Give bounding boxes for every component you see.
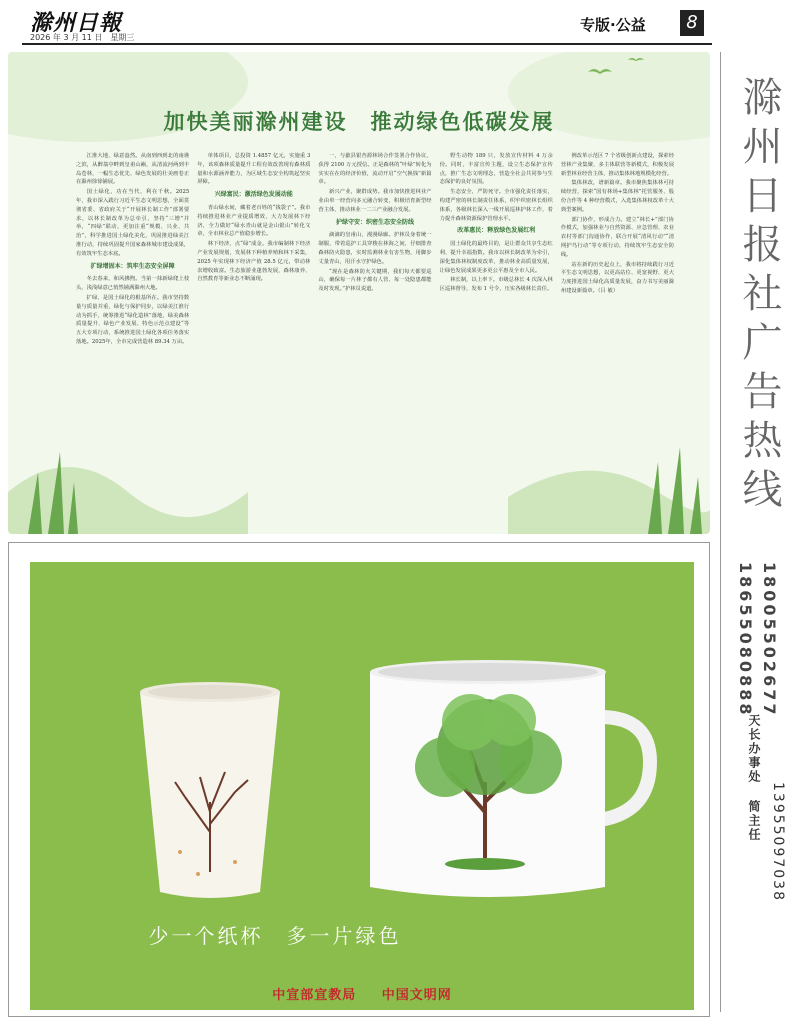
article-column bbox=[197, 152, 310, 532]
public-service-ad bbox=[30, 562, 694, 1010]
paragraph: 江淮大地，绿意盎然。从南到西到北的南谯之滨，从醉翁亭畔到皇甫山巅，从清流河两到丰岛苍林，一幅生态优先、绿色发展的壮美画卷正在滁州徐徐铺展。 bbox=[76, 153, 190, 186]
article-column bbox=[561, 152, 674, 532]
contact-label: 天长办事处 简主任 bbox=[747, 714, 761, 842]
paragraph: 部门协作，形成合力。建立“林长+”部门协作模式，加强林业与自然资源、应急管理、农业农村等部门沟通协作，联合开展“清风行动”“清网护鸟行动”等专项行动，持续筑牢生态安全防线。 bbox=[560, 216, 675, 258]
column-divider bbox=[720, 52, 721, 1012]
paragraph: 国土绿化的最终目的，是让群众共享生态红利、提升幸福指数。我市以林长制改革为牵引，深化集体林权制度改革，推动林业高质量发展，让绿色发展成果更多更公平惠及全市人民。 bbox=[439, 241, 553, 274]
page-number: 8 bbox=[680, 10, 704, 36]
newspaper-logo: 滁州日報 bbox=[30, 10, 123, 36]
paragraph: 林长制，以上率下。市级总林长 4 次深入林区巡林督导，发布 1 号令，压实各级林长责任。 bbox=[439, 277, 553, 293]
article-headline: 加快美丽滁州建设 推动绿色低碳发展 bbox=[163, 110, 555, 134]
issue-date: 2026 年 3 月 11 日 星期三 bbox=[30, 33, 135, 42]
mug-icon bbox=[370, 660, 650, 897]
paragraph: 例改革示范区 7 个省级创新点建设，探索经营林产业集聚、多主体联营等新模式，积极发展新型林业经营主体，推动集体林地规模化经营。 bbox=[560, 153, 675, 177]
subheading: 改革惠民：释放绿色发展红利 bbox=[457, 227, 536, 235]
ad-publisher bbox=[30, 984, 694, 1003]
paragraph: 集体林改，谱新篇章。我市聚焦集体林可持续经营，探索“国有林场+集体林”托管服务、股份合作等 4 种经营模式，入选集体林权改革十大典型案例。 bbox=[560, 180, 675, 213]
subheading: 扩绿增固本：筑牢生态安全屏障 bbox=[90, 262, 175, 270]
publisher-name: 中宣部宣教局 bbox=[272, 988, 357, 1003]
paragraph: 国土绿化，功在当代，利在千秋。2025年，我市深入践行习近平生态文明思想，全面贯彻省委、省政府关于“开展林长制工作”部署要求，以林长制改革为总牵引，坚持“三增”并举，“四绿”联动，更加注重“规模、兴业、共治”，科学推进国土绿化美化，巩固推进绿美江淮行动，持续巩固提升国家森林城市建设成果，有效筑牢生态本底。 bbox=[76, 189, 190, 257]
article-column bbox=[440, 152, 553, 532]
paper-cup-icon bbox=[140, 682, 280, 898]
hotline-phone: 18655080888 bbox=[736, 562, 755, 718]
hotline-phone: 18005502677 bbox=[760, 562, 779, 718]
paragraph: 林下经济，点“绿”成金。我市编制林下经济产业发展规划，发展林下种植养殖和林下采集，2025 年实现林下经济产值 28.5 亿元，带动林农增收致富。生态旅游业蓬勃发展，森林康养、自然教育等新业态不断涌现。 bbox=[197, 241, 311, 283]
article-columns bbox=[76, 152, 674, 532]
paragraph: 野生动物 189 只，发放宣传材料 4 万余份。同时，丰富宣传主题，设立生态保护宣传点，推广生态文明理念，营造全社会共同参与生态保护的良好氛围。 bbox=[439, 153, 553, 186]
paragraph: 青山绿水间，藏着老百姓的“钱袋子”。我市持续推进林业产业提质增效，大力发展林下经济，全力做好“绿水青山就是金山银山”转化文章，全市林业总产值稳步增长。 bbox=[197, 204, 311, 238]
article-column bbox=[76, 152, 189, 532]
section-title: 专版·公益 bbox=[580, 16, 646, 34]
hotline-title: 滁州日报社广告热线 bbox=[736, 76, 782, 517]
paragraph: 站在新的历史起点上，我市将持续践行习近平生态文明思想，以更高站位、更宽视野、更大力度推进国土绿化高质量发展，奋力书写美丽滁州建设新篇章。（吕 敏） bbox=[560, 261, 675, 294]
masthead-rule bbox=[22, 43, 712, 45]
contact-phone: 13955097038 bbox=[770, 782, 786, 902]
paragraph: 冬去春来，和风拂煦。当第一抹新绿爬上枝头，浅浅绿意已悄然铺满滁州大地。 bbox=[76, 276, 190, 292]
article-panel bbox=[8, 52, 710, 534]
paragraph: 扩绿，是国土绿化的根基所在。我市坚持数量与质量并重，绿化与保护同步，以绿美江淮行动为抓手，统筹推进“绿化造林”落地，绿美森林质量提升、绿色产业发展、特色示范点建设“等五大专项行动，系统推进国土绿化各项任务落实落地。2025年，全市完成营造林 89.34 万亩。 bbox=[76, 294, 190, 345]
subheading: 兴绿富民：激活绿色发展动能 bbox=[214, 191, 293, 199]
subheading: 护绿守安：织密生态安全防线 bbox=[336, 218, 415, 226]
ad-slogan: 少一个纸杯 多一片绿色 bbox=[148, 924, 402, 948]
ad-hotline-column bbox=[718, 52, 800, 1012]
article-column bbox=[318, 152, 431, 532]
paragraph: 单体项目，总投资 1.4857 亿元，实施重 3 年，该项森林质量提升工程有效改善现有森林质量和水源涵养能力，为区域生态安全构筑起坚实屏障。 bbox=[197, 153, 311, 186]
paragraph: 生态安全，严防死守。全市强化责任落实，构建严密的林长制责任体系，织牢织密林长组织体系，各级林长深入一线开展巡林护林工作，着力提升森林资源保护管理水平。 bbox=[439, 189, 553, 222]
publisher-name: 中国文明网 bbox=[381, 988, 452, 1003]
paragraph: 新兴产业，聚群成势。我市加快推进林业产业由单一经营向多元融合转变，积极培育新型经营主体，推动林业一二三产业融合发展。 bbox=[318, 189, 432, 213]
paragraph: 滴滴的皇甫山，漫漫绿廊。护林员身着统一制服，带着巡护工具穿梭在林海之间，仔细排查森林防火隐患，实时监测林业有害生物，用脚步丈量青山，用汗水守护绿色。 bbox=[318, 232, 432, 265]
masthead bbox=[0, 0, 712, 44]
paragraph: “现在是森林防火关键期，我们每天都要巡山，确保每一片林子都有人管、每一处隐患都能及时发现。”护林员说道。 bbox=[318, 268, 432, 293]
paragraph: 一，与歙县银杏源林场合作签署合作协议，获得 2100 万元授信。正是森林的“叶绿”转化为实实在在的经济价值，流动开启“空气换钱”新篇章。 bbox=[318, 153, 432, 186]
